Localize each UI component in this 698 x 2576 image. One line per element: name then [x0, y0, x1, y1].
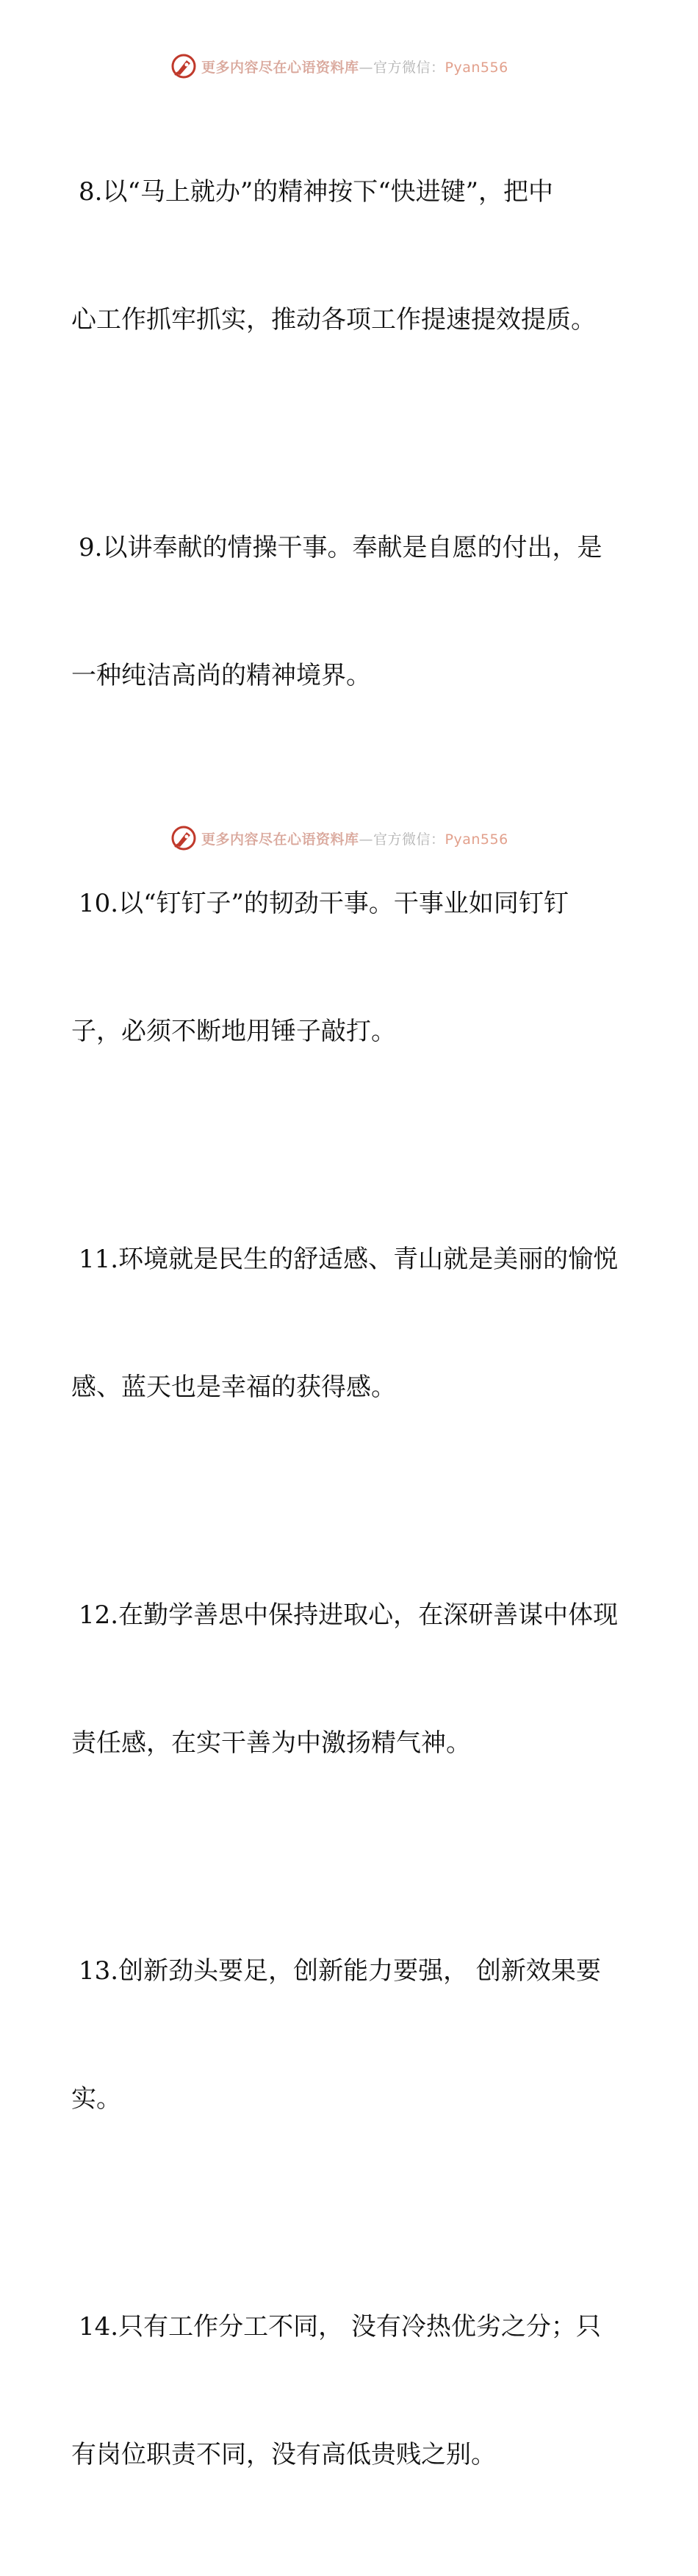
item-line: 11.环境就是民生的舒适感、青山就是美丽的愉悦 — [79, 1245, 619, 1274]
list-item — [71, 1864, 630, 2205]
item-line: 14.只有工作分工不同， 没有冷热优劣之分；只 — [79, 2312, 601, 2341]
banner-wechat-label: 官方微信： — [373, 59, 445, 76]
item-line: 感、蓝天也是幸福的获得感。 — [71, 1373, 396, 1402]
list-item — [71, 1509, 630, 1850]
item-line: 子，必须不断地用锤子敲打。 — [71, 1017, 396, 1046]
list-item — [71, 441, 630, 782]
list-item — [71, 2220, 630, 2561]
banner-text — [201, 57, 508, 76]
banner-main-text: 更多内容尽在心语资料库 — [201, 831, 359, 848]
banner-separator: — — [359, 831, 374, 848]
item-line: 9.以讲奉献的情操干事。奉献是自愿的付出，是 — [79, 533, 602, 562]
banner-separator: — — [359, 59, 374, 76]
document-body — [71, 85, 630, 2576]
item-line: 心工作抓牢抓实，推动各项工作提速提效提质。 — [71, 305, 596, 334]
pen-logo-icon — [170, 825, 197, 851]
item-line: 责任感，在实干善为中激扬精气神。 — [71, 1728, 471, 1758]
banner-wechat-label: 官方微信： — [373, 831, 445, 848]
header-banner — [170, 51, 508, 81]
item-line: 8.以“马上就办”的精神按下“快进键”，把中 — [79, 177, 553, 207]
banner-wechat-id: Pyan556 — [445, 831, 508, 848]
pen-logo-icon — [170, 53, 197, 79]
item-line: 有岗位职责不同，没有高低贵贱之别。 — [71, 2440, 496, 2469]
item-line: 10.以“钉钉子”的韧劲干事。干事业如同钉钉 — [79, 889, 569, 918]
item-line: 12.在勤学善思中保持进取心，在深研善谋中体现 — [79, 1600, 619, 1630]
banner-text — [201, 829, 508, 848]
list-item — [71, 1153, 630, 1494]
banner-main-text: 更多内容尽在心语资料库 — [201, 59, 359, 76]
item-line: 13.创新劲头要足，创新能力要强， 创新效果要 — [79, 1956, 601, 1986]
item-line: 实。 — [71, 2084, 121, 2114]
footer-banner — [170, 823, 508, 853]
banner-wechat-id: Pyan556 — [445, 59, 508, 76]
item-line: 一种纯洁高尚的精神境界。 — [71, 661, 371, 690]
list-item — [71, 85, 630, 426]
